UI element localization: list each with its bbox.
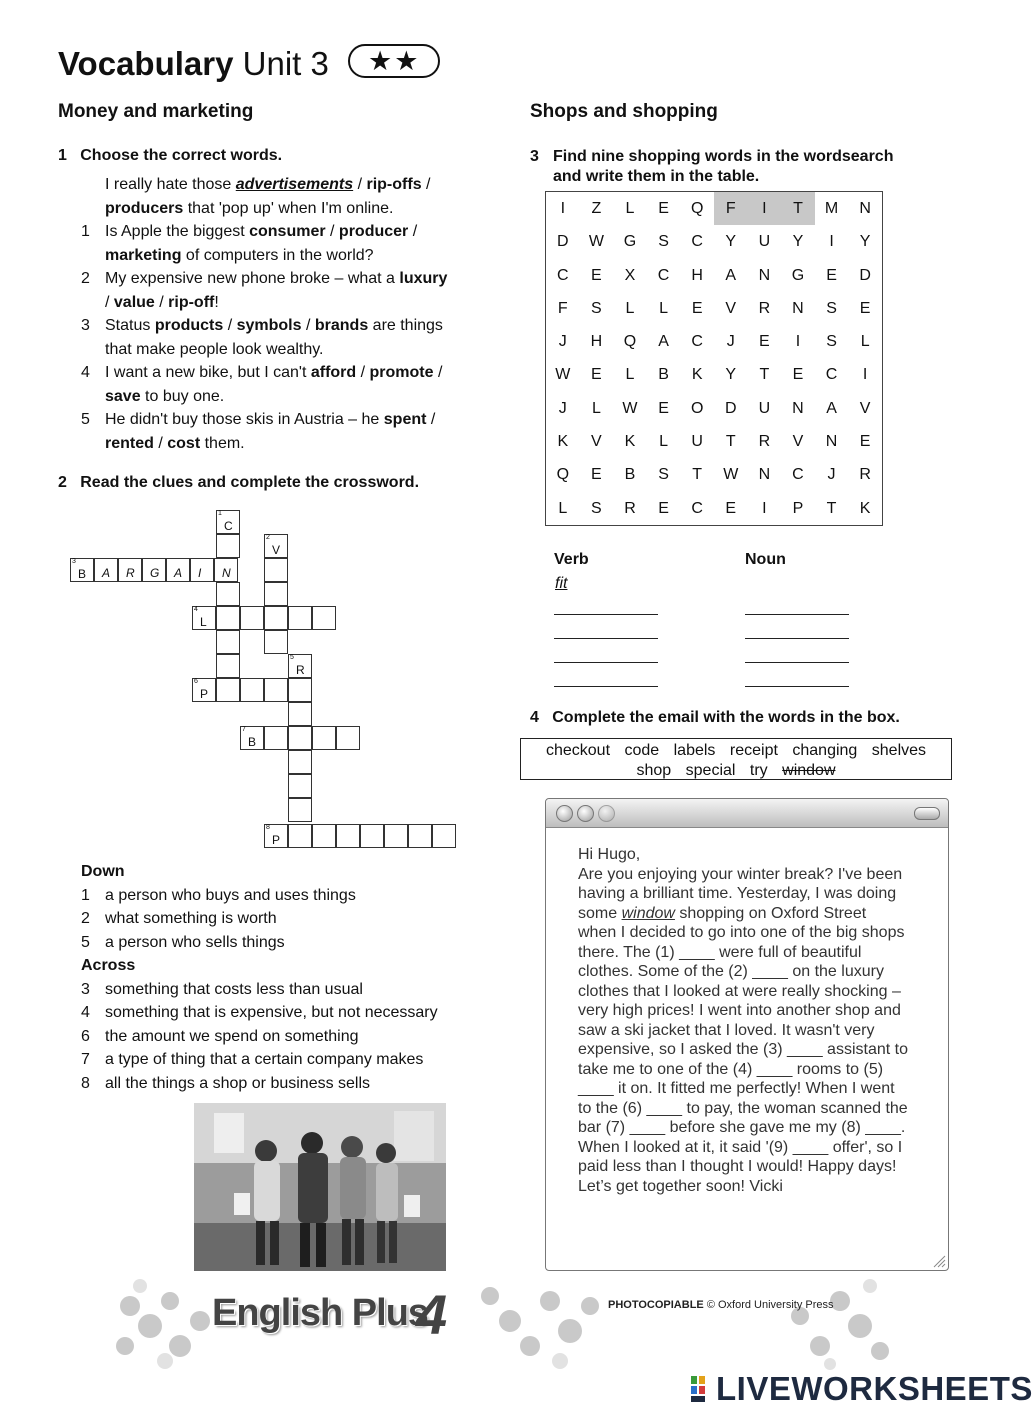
q1-item-3: 3 Status products / symbols / brands are things that make people look wealthy. [81,317,443,358]
wordsearch-cell[interactable]: K [691,366,703,384]
email-example-word: window [621,904,675,922]
wordsearch-cell[interactable]: B [624,466,636,484]
option[interactable]: rented [105,434,154,452]
wordsearch-cell[interactable]: V [591,433,602,451]
crossword-cell[interactable]: 5 R [288,654,312,678]
crossword-cell[interactable] [216,582,240,606]
wordsearch-cell[interactable]: S [658,233,669,251]
wordsearch-cell[interactable]: N [758,266,771,284]
crossword-cell[interactable]: 2 V [264,534,288,558]
crossword-cell[interactable] [384,824,408,848]
clue-across-6: 6 the amount we spend on something [81,1027,359,1045]
clue-down-5: 5 a person who sells things [81,933,285,951]
wordsearch-cell[interactable]: Q [556,466,570,484]
wordsearch-cell[interactable]: D [859,266,871,284]
option[interactable]: luxury [399,270,448,287]
wordsearch-cell[interactable]: H [590,333,603,351]
wordsearch-cell[interactable]: C [691,233,703,251]
option[interactable]: rip-offs [366,176,422,193]
wordsearch-cell[interactable]: L [558,499,568,517]
clue-across-4: 4 something that is expensive, but not necessary [81,1004,438,1021]
wordsearch-cell[interactable]: I [762,499,767,517]
wordsearch-cell[interactable]: K [557,433,569,451]
wordsearch-cell[interactable]: U [691,433,703,451]
box-word: checkout [545,742,611,759]
crossword-cell[interactable] [360,824,384,848]
wordsearch-cell[interactable]: V [725,299,737,317]
q1-heading [58,147,282,165]
crossword-cell[interactable]: 3 B [70,558,94,582]
noun-blank[interactable] [745,662,849,663]
crossword-cell[interactable] [432,824,456,848]
email-greeting: Hi Hugo, [578,846,641,863]
wordsearch-row [546,259,882,292]
q1-item-2: 2 My expensive new phone broke – what a luxury / value / rip-off! [81,270,448,311]
wordsearch-cell[interactable]: E [725,499,737,517]
wordsearch-cell[interactable]: L [659,433,669,451]
crossword-cell[interactable] [264,558,288,582]
crossword-cell[interactable] [216,534,240,558]
crossword-cell[interactable] [408,824,432,848]
wordsearch-cell[interactable]: L [625,200,635,217]
crossword-cell[interactable] [240,606,264,630]
crossword-cell[interactable] [288,702,312,726]
wordsearch-cell[interactable]: E [792,366,804,384]
wordsearch-cell[interactable]: N [859,200,871,217]
q2-heading [58,474,419,492]
crossword-cell[interactable]: R [118,558,142,582]
crossword-cell[interactable] [288,774,312,798]
crossword-cell[interactable] [264,606,288,630]
crossword-cell[interactable]: A [166,558,190,582]
minimize-icon[interactable] [577,805,594,822]
wordsearch-cell[interactable]: N [792,399,804,417]
wordsearch-row [546,225,882,258]
wordsearch-cell[interactable]: T [826,499,837,517]
wordsearch-cell[interactable]: Y [859,233,871,251]
option[interactable]: promote [369,364,434,381]
word-box [520,738,952,780]
option[interactable]: consumer [249,223,326,240]
toolbar-toggle-icon[interactable] [914,807,940,820]
wordsearch-cell[interactable]: V [792,433,804,451]
wordsearch-cell[interactable]: U [758,399,771,417]
q1-items [81,173,473,455]
wordsearch-row [546,292,882,325]
wordsearch-cell[interactable]: B [658,366,669,384]
wordsearch-cell[interactable]: W [555,366,571,384]
wordsearch-cell[interactable]: N [758,466,771,484]
crossword-cell[interactable]: 6 P [192,678,216,702]
wordsearch-cell[interactable]: K [624,433,636,451]
wordsearch-cell[interactable]: I [560,200,566,217]
wordsearch-cell[interactable]: U [758,233,771,251]
wordsearch-cell[interactable]: C [825,366,838,384]
crossword-cell[interactable]: 8 P [264,824,288,848]
wordsearch-cell[interactable]: R [758,433,771,451]
wordsearch-row [546,192,882,225]
wordsearch-row [546,358,882,391]
crossword-cell[interactable] [312,824,336,848]
option[interactable]: spent [383,411,427,428]
title-bold: Vocabulary [58,45,234,82]
crossword-cell[interactable] [240,678,264,702]
clue-down-2: 2 what something is worth [81,910,277,927]
crossword-cell[interactable] [288,824,312,848]
close-icon[interactable] [556,805,573,822]
wordsearch-cell[interactable]: A [658,333,669,351]
noun-blank[interactable] [745,614,849,615]
clue-across-8: 8 all the things a shop or business sells [81,1074,371,1092]
crossword-cell[interactable]: 4 L [192,606,216,630]
q1-item-4: 4 I want a new bike, but I can't afford / promote / save to buy one. [81,364,443,405]
box-word: labels [673,742,716,759]
title-unit: Unit 3 [242,45,329,82]
crossword-cell[interactable] [336,726,360,750]
verb-header: Verb [554,551,589,568]
wordsearch-cell[interactable]: C [557,266,569,284]
wordsearch-cell[interactable]: E [826,266,837,284]
wordsearch-cell[interactable]: A [725,266,737,284]
wordsearch-cell[interactable]: E [859,299,871,317]
wordsearch-cell[interactable]: S [658,466,669,484]
wordsearch-cell[interactable]: A [826,399,837,417]
option[interactable]: products [154,317,224,334]
resize-grip-icon[interactable] [932,1254,946,1268]
box-word: shelves [871,742,927,759]
wordsearch-cell[interactable]: E [691,299,703,317]
q1-item-1: 1 Is Apple the biggest consumer / producer / marketing of computers in the world? [81,223,418,264]
noun-blank[interactable] [745,638,849,639]
wordsearch-cell[interactable]: H [691,266,703,284]
wordsearch-cell[interactable]: E [591,266,602,284]
crossword-cell[interactable] [216,654,240,678]
wordsearch-cell[interactable]: I [748,192,782,225]
wordsearch-cell[interactable]: Y [792,233,804,251]
q1-example: I really hate those advertisements / rip-offs / producers that 'pop up' when I'm online. [105,176,431,217]
crossword-cell[interactable]: A [94,558,118,582]
wordsearch-cell[interactable]: I [795,333,801,351]
wordsearch-cell[interactable]: E [658,399,669,417]
option[interactable]: value [113,293,155,311]
crossword-cell[interactable] [312,726,336,750]
wordsearch-cell[interactable]: S [826,333,837,351]
crossword-cell[interactable]: 7 B [240,726,264,750]
crossword-cell[interactable] [312,606,336,630]
down-title: Down [81,863,125,880]
crossword-cell[interactable] [216,606,240,630]
wordsearch-cell[interactable]: K [859,499,871,517]
wordsearch-cell[interactable]: L [625,299,635,317]
crossword-cell[interactable]: 1 C [216,510,240,534]
q4-heading [530,709,900,727]
q3-instruction-2: and write them in the table. [553,167,760,185]
wordsearch-row [546,458,882,491]
crossword-cell[interactable] [288,678,312,702]
section-title-shops: Shops and shopping [530,101,718,122]
option[interactable]: rip-off [168,293,215,311]
wordsearch-cell[interactable]: S [591,499,602,517]
wordsearch-cell[interactable]: M [824,200,839,217]
wordsearch-cell[interactable]: W [723,466,739,484]
wordsearch-cell[interactable]: Z [591,200,602,217]
box-word: shop [636,761,672,779]
wordsearch-cell[interactable]: L [625,366,635,384]
wordsearch-row [546,392,882,425]
wordsearch-cell[interactable]: C [691,333,703,351]
wordsearch-cell[interactable]: T [759,366,770,384]
q1-number: 1 [58,147,67,164]
wordsearch-cell[interactable]: T [725,433,736,451]
wordsearch-cell[interactable]: V [859,399,871,417]
wordsearch-cell[interactable]: O [690,399,704,417]
box-word-used: window [782,761,836,779]
wordsearch-cell[interactable]: E [591,466,602,484]
option[interactable]: afford [310,364,357,381]
zoom-icon[interactable] [598,805,615,822]
clue-across-7: 7 a type of thing that a certain company makes [81,1051,424,1068]
wordsearch-cell[interactable]: J [726,333,735,351]
crossword-cell[interactable] [216,630,240,654]
q3-instruction-1: Find nine shopping words in the wordsearch [553,148,894,165]
wordsearch-cell[interactable]: J [827,466,836,484]
wordsearch-cell[interactable]: T [692,466,703,484]
crossword-cell[interactable]: I [190,558,214,582]
crossword-cell[interactable] [264,582,288,606]
crossword-cell[interactable]: N [214,558,238,582]
wordsearch-cell[interactable]: N [792,299,804,317]
crossword-cell[interactable] [288,750,312,774]
q1-instruction: Choose the correct words. [80,147,283,164]
crossword-cell[interactable] [288,726,312,750]
crossword-cell[interactable] [288,606,312,630]
option[interactable]: marketing [105,246,182,264]
wordsearch-cell[interactable]: Q [623,333,637,351]
crossword-cell[interactable] [264,726,288,750]
q4-instruction: Complete the email with the words in the box. [552,709,900,726]
wordsearch-cell[interactable]: L [860,333,870,351]
verb-blank[interactable] [554,614,658,615]
brand-logo: English Plus [212,1292,429,1334]
wordsearch-cell[interactable]: D [557,233,569,251]
email-paragraph: Are you enjoying your winter break? I've been having a brilliant time. Yesterday, I was doing some window shopping on Oxford Street when I decided to go into one of the big shops there. The (1) ____ were full of beautiful clothes. Some of the (2) ____ on the luxury clothes that I looked at were really shocking – very high prices! I went into another shop and saw a ski jacket that I loved. It wasn't very expensive, so I asked the (3) ____ assistant to take me to one of the (4) ____ rooms to (5) ____ it on. It fitted me perfectly! When I went to the (6) ____ to pay, the woman scanned the bar (7) ____ before she gave me my (8) ____. When I looked at it, it said '(9) ____ offer', so I paid less than I thought I would! Happy days! [578,865,908,1175]
option[interactable]: cost [167,434,201,452]
verb-blank[interactable] [554,662,658,663]
verb-blank[interactable] [554,686,658,687]
wordsearch-cell[interactable]: C [792,466,804,484]
wordsearch-cell[interactable]: S [826,299,837,317]
wordsearch-cell[interactable]: I [862,366,868,384]
clue-across-3: 3 something that costs less than usual [81,980,363,998]
wordsearch-cell[interactable]: R [859,466,871,484]
wordsearch-cell[interactable]: L [591,399,601,417]
wordsearch-cell[interactable]: S [591,299,602,317]
option[interactable]: symbols [236,317,302,334]
email-titlebar [546,799,948,828]
wordsearch-cell[interactable]: Y [725,233,737,251]
q2-number: 2 [58,474,67,491]
page-title [58,44,440,83]
wordsearch-cell[interactable]: R [624,499,636,517]
q1-item-5: 5 He didn't buy those skis in Austria – he spent / rented / cost them. [81,411,436,452]
crossword-cell[interactable] [288,798,312,822]
clue-down-1: 1 a person who buys and uses things [81,886,356,904]
wordsearch-cell[interactable]: J [558,333,567,351]
wordsearch-cell[interactable]: Q [690,200,704,217]
wordsearch-cell[interactable]: C [691,499,703,517]
wordsearch-row [546,492,882,525]
wordsearch-grid [545,191,883,526]
difficulty-stars: ★★ [348,44,440,78]
wordsearch-cell[interactable]: E [759,333,770,351]
wordsearch-cell[interactable]: J [558,399,567,417]
copyright-notice: PHOTOCOPIABLE © Oxford University Press [608,1299,834,1311]
shoppers-photo [194,1103,446,1271]
wordsearch-row [546,325,882,358]
wordsearch-cell[interactable]: C [657,266,670,284]
box-word: try [749,761,768,779]
crossword-cell[interactable]: G [142,558,166,582]
q3-number: 3 [530,148,539,165]
wordsearch-cell[interactable]: R [758,299,771,317]
across-title: Across [81,957,136,974]
wordsearch-cell[interactable]: E [591,366,602,384]
wordsearch-cell[interactable]: Y [725,366,737,384]
wordsearch-cell[interactable]: I [829,233,834,251]
wordsearch-cell[interactable]: W [622,399,638,417]
wordsearch-cell[interactable]: T [781,192,815,225]
wordsearch-cell[interactable]: W [588,233,604,251]
crossword-cell[interactable] [264,630,288,654]
example-answer: advertisements [235,176,354,193]
wordsearch-row [546,425,882,458]
option[interactable]: brands [314,317,369,334]
crossword-cell[interactable] [216,678,240,702]
option[interactable]: producers [105,199,184,217]
crossword-cell[interactable] [264,678,288,702]
wordsearch-cell[interactable]: E [658,499,669,517]
site-watermark: LIVEWORKSHEETS [716,1370,1033,1407]
brand-number: 4 [416,1283,448,1346]
q3-heading [530,147,950,186]
wordsearch-cell[interactable]: X [624,266,636,284]
q4-number: 4 [530,709,539,726]
wordsearch-cell[interactable]: E [859,433,871,451]
option[interactable]: producer [338,223,409,240]
noun-blank[interactable] [745,686,849,687]
box-word: code [624,742,660,759]
section-title-money: Money and marketing [58,101,254,122]
crossword-clues [81,860,481,1095]
email-closing: Let’s get together soon! Vicki [578,1177,783,1195]
wordsearch-cell[interactable]: F [714,192,748,225]
verb-example: fit [555,575,568,592]
wordsearch-cell[interactable]: P [792,499,804,517]
wordsearch-cell[interactable]: F [557,299,568,317]
option[interactable]: save [105,387,141,405]
wordsearch-cell[interactable]: D [724,399,737,417]
q2-instruction: Read the clues and complete the crossword. [80,474,420,491]
noun-header: Noun [745,551,786,568]
crossword-cell[interactable] [336,824,360,848]
wordsearch-cell[interactable]: G [623,233,637,251]
box-word: changing [792,742,858,759]
email-body [578,845,908,1196]
box-word: special [685,761,736,779]
wordsearch-cell[interactable]: E [658,200,669,217]
wordsearch-cell[interactable]: G [791,266,805,284]
wordsearch-cell[interactable]: N [825,433,838,451]
box-word: receipt [729,742,778,759]
liveworksheets-icon [691,1376,713,1402]
wordsearch-cell[interactable]: L [659,299,669,317]
email-window [545,798,949,1271]
verb-blank[interactable] [554,638,658,639]
